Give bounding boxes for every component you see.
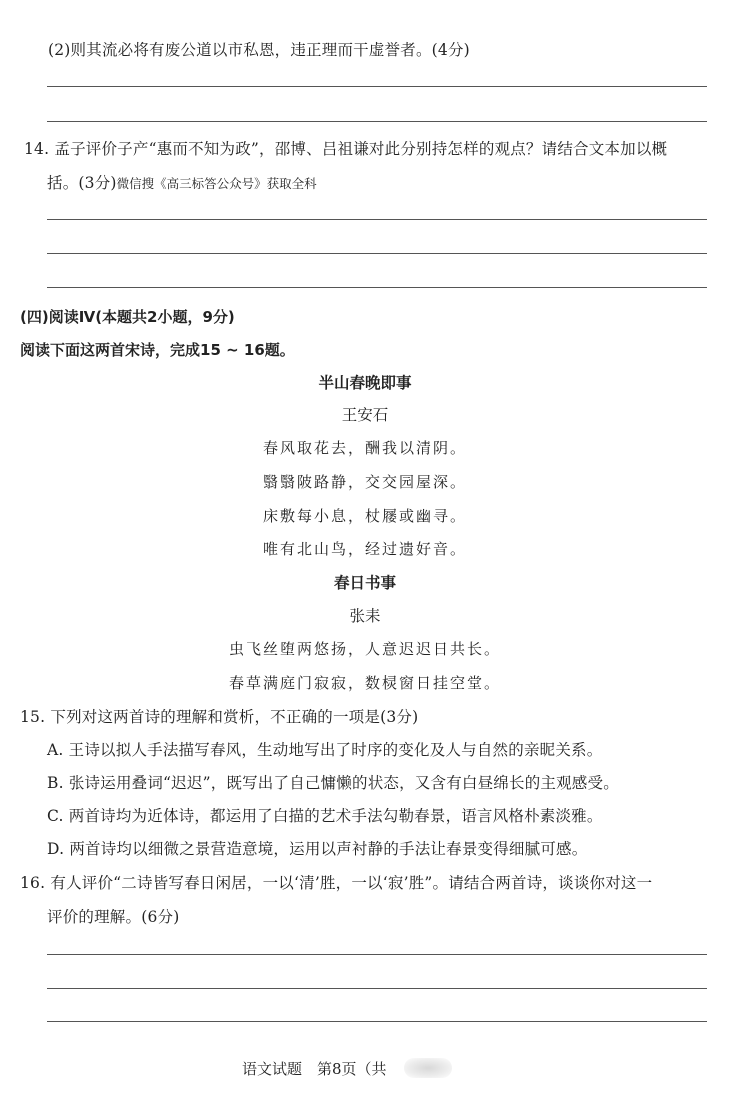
answer-line [47,287,707,288]
answer-line [47,954,707,955]
blurred-overlay [404,1058,452,1078]
question-14-score: 括。(3分) [47,174,117,192]
answer-line [47,121,707,122]
question-14-line-1: 14. 孟子评价子产“惠而不知为政”，邵博、吕祖谦对此分别持怎样的观点？请结合文本加以概 [24,140,668,158]
poem-1-title: 半山春晚即事 [318,374,412,392]
poem-1-line: 唯有北山鸟，经过遗好音。 [262,540,467,558]
poem-2-line: 虫飞丝堕两悠扬，人意迟迟日共长。 [228,640,501,658]
question-14-line-2 [47,171,317,193]
answer-line [47,988,707,989]
watermark-text: 微信搜《高三标答公众号》获取全科 [116,176,317,191]
question-15-stem: 15. 下列对这两首诗的理解和赏析，不正确的一项是(3分) [20,708,419,726]
poem-1-line: 翳翳陂路静，交交园屋深。 [262,473,467,491]
answer-line [47,219,707,220]
question-13-part-2: (2)则其流必将有废公道以市私恩，违正理而干虚誉者。(4分) [48,41,470,59]
poem-2-title: 春日书事 [333,574,396,592]
answer-line [47,86,707,87]
reading-instruction: 阅读下面这两首宋诗，完成15 ~ 16题。 [20,341,295,359]
option-a: A. 王诗以拟人手法描写春风，生动地写出了时序的变化及人与自然的亲昵关系。 [47,741,603,759]
option-b: B. 张诗运用叠词“迟迟”，既写出了自己慵懒的状态，又含有白昼绵长的主观感受。 [47,774,619,792]
question-16-line-1: 16. 有人评价“二诗皆写春日闲居，一以‘清’胜，一以‘寂’胜”。请结合两首诗，谈谈你对这一 [20,874,653,892]
poem-2-author: 张耒 [349,607,381,625]
option-d: D. 两首诗均以细微之景营造意境，运用以声衬静的手法让春景变得细腻可感。 [47,840,588,858]
page-footer: 语文试题 第8页（共 [242,1060,387,1078]
answer-line [47,1021,707,1022]
section-heading: (四)阅读Ⅳ(本题共2小题，9分) [20,308,235,326]
question-16-line-2: 评价的理解。(6分) [47,908,180,926]
poem-2-line: 春草满庭门寂寂，数棂窗日挂空堂。 [228,674,501,692]
poem-1-line: 春风取花去，酬我以清阴。 [262,439,467,457]
option-c: C. 两首诗均为近体诗，都运用了白描的艺术手法勾勒春景，语言风格朴素淡雅。 [47,807,603,825]
poem-1-line: 床敷每小息，杖屦或幽寻。 [262,507,467,525]
answer-line [47,253,707,254]
poem-1-author: 王安石 [341,406,389,424]
